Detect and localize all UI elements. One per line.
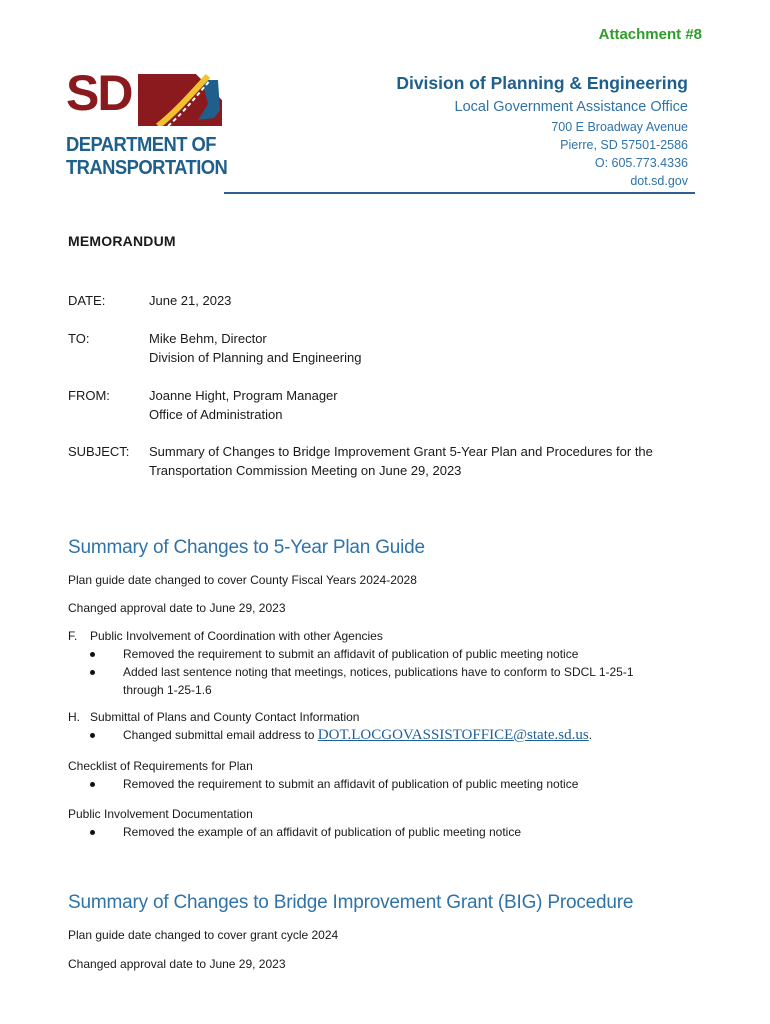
big-procedure-para1: Plan guide date changed to cover grant cycle 2024 bbox=[68, 928, 339, 942]
item-f-letter: F. bbox=[68, 629, 78, 643]
to-value bbox=[149, 329, 709, 367]
section-plan-guide-title: Summary of Changes to 5-Year Plan Guide bbox=[68, 537, 425, 558]
list-item bbox=[68, 775, 678, 793]
from-label: FROM: bbox=[68, 388, 110, 403]
item-f-heading bbox=[68, 627, 383, 645]
to-line2: Division of Planning and Engineering bbox=[149, 350, 362, 365]
public-involvement-doc-bullets bbox=[68, 823, 678, 841]
list-item bbox=[68, 645, 678, 663]
checklist-bullet1-text: Removed the requirement to submit an affidavit of publication of public meeting notice bbox=[123, 777, 579, 791]
logo-dept-line2: TRANSPORTATION bbox=[66, 157, 228, 179]
date-label: DATE: bbox=[68, 293, 106, 308]
attachment-label: Attachment #8 bbox=[598, 26, 702, 43]
section-big-procedure-title: Summary of Changes to Bridge Improvement Grant (BIG) Procedure bbox=[68, 892, 634, 913]
list-item bbox=[68, 726, 678, 744]
date-value: June 21, 2023 bbox=[149, 293, 232, 308]
item-h-bullet1-end: . bbox=[588, 728, 593, 742]
website-link[interactable]: dot.sd.gov bbox=[630, 174, 688, 188]
item-h-bullets bbox=[68, 726, 678, 744]
bullet-icon bbox=[90, 782, 95, 787]
pubdoc-bullet1-text: Removed the example of an affidavit of publication of public meeting notice bbox=[123, 825, 522, 839]
item-f-bullet2-text: Added last sentence noting that meetings, notices, publications have to conform to SDCL 1-25-1 bbox=[123, 665, 634, 679]
bullet-icon bbox=[90, 670, 95, 675]
item-h-letter: H. bbox=[68, 710, 80, 724]
bullet-icon bbox=[90, 733, 95, 738]
from-line1: Joanne Hight, Program Manager bbox=[149, 388, 338, 403]
subject-value bbox=[149, 442, 709, 480]
bullet-icon bbox=[90, 652, 95, 657]
subject-line1: Summary of Changes to Bridge Improvement Grant 5-Year Plan and Procedures for the bbox=[149, 444, 653, 459]
to-line1: Mike Behm, Director bbox=[149, 331, 267, 346]
item-h-bullet1-text: Changed submittal email address to bbox=[123, 728, 315, 742]
subject-label: SUBJECT: bbox=[68, 444, 130, 459]
list-item bbox=[68, 823, 678, 841]
item-f-bullet2-cont: through 1-25-1.6 bbox=[123, 683, 212, 697]
office-name: Local Government Assistance Office bbox=[454, 99, 688, 115]
checklist-heading: Checklist of Requirements for Plan bbox=[68, 759, 253, 773]
from-value bbox=[149, 386, 709, 424]
letterhead-contact bbox=[396, 70, 688, 190]
public-involvement-doc-heading: Public Involvement Documentation bbox=[68, 807, 253, 821]
item-h-heading bbox=[68, 708, 359, 726]
logo-dept-line1: DEPARTMENT OF bbox=[66, 134, 216, 156]
header-divider bbox=[224, 192, 695, 194]
division-name: Division of Planning & Engineering bbox=[396, 73, 688, 93]
state-road-graphic-icon bbox=[138, 70, 222, 126]
plan-guide-para1: Plan guide date changed to cover County Fiscal Years 2024-2028 bbox=[68, 573, 417, 587]
address-line1: 700 E Broadway Avenue bbox=[551, 120, 688, 134]
logo-department-text bbox=[66, 134, 227, 180]
item-f-bullets bbox=[68, 645, 678, 699]
bullet-icon bbox=[90, 830, 95, 835]
to-label: TO: bbox=[68, 331, 90, 346]
sddot-logo bbox=[66, 65, 228, 186]
phone-number: O: 605.773.4336 bbox=[594, 156, 688, 170]
logo-sd-text: SD bbox=[66, 65, 132, 121]
list-item bbox=[68, 663, 678, 699]
checklist-bullets bbox=[68, 775, 678, 793]
from-line2: Office of Administration bbox=[149, 407, 283, 422]
item-h-title: Submittal of Plans and County Contact Information bbox=[90, 710, 360, 724]
address-line2: Pierre, SD 57501-2586 bbox=[560, 138, 688, 152]
item-f-title: Public Involvement of Coordination with other Agencies bbox=[90, 629, 383, 643]
submittal-email-link[interactable]: DOT.LOCGOVASSISTOFFICE@state.sd.us bbox=[317, 727, 589, 743]
big-procedure-para2: Changed approval date to June 29, 2023 bbox=[68, 957, 286, 971]
plan-guide-para2: Changed approval date to June 29, 2023 bbox=[68, 601, 286, 615]
item-f-bullet1-text: Removed the requirement to submit an affidavit of publication of public meeting notice bbox=[123, 647, 579, 661]
memorandum-heading: MEMORANDUM bbox=[68, 233, 176, 249]
subject-line2: Transportation Commission Meeting on June 29, 2023 bbox=[149, 463, 462, 478]
